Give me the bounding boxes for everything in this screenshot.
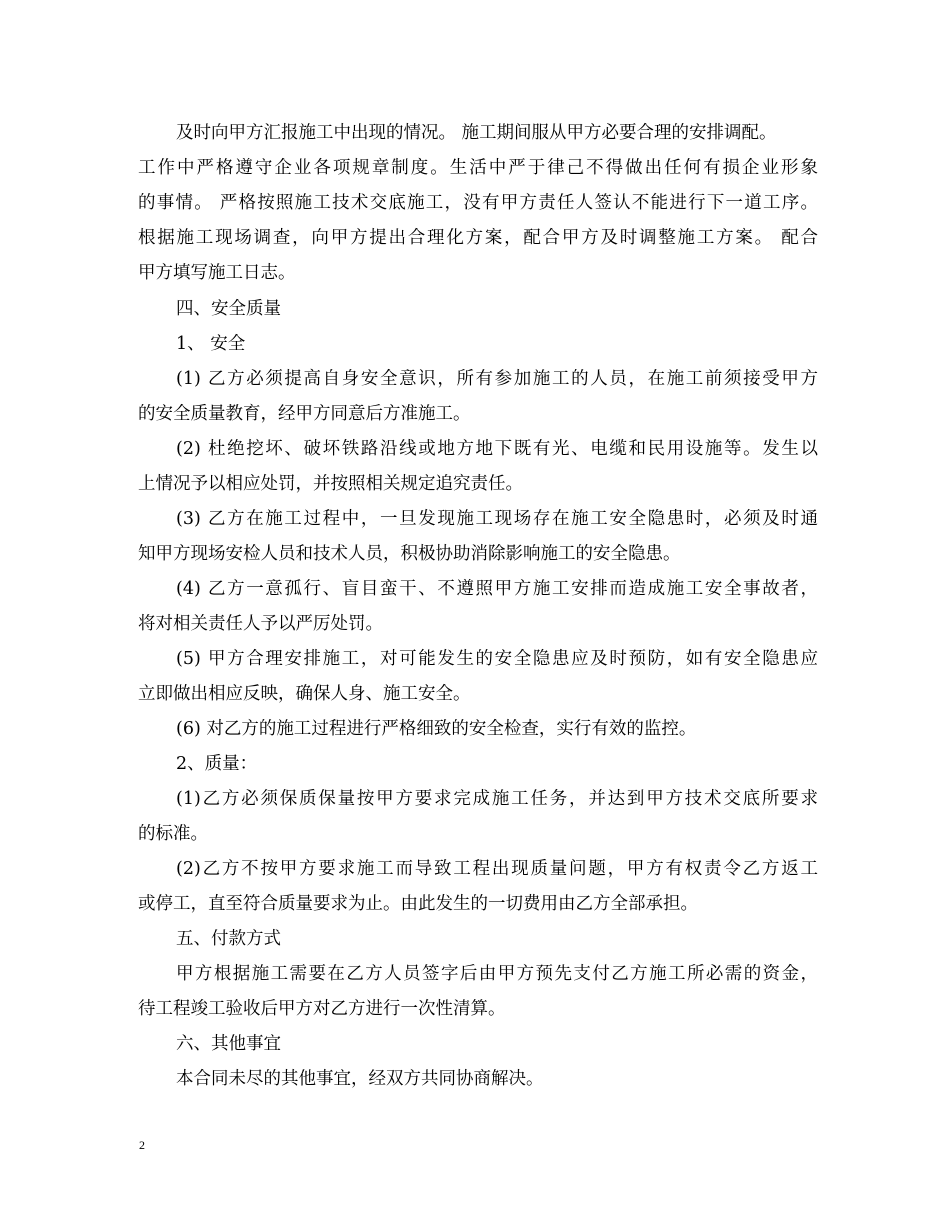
paragraph-line: (5) 甲方合理安排施工，对可能发生的安全隐患应及时预防，如有安全隐患应 (176, 649, 818, 669)
paragraph-line: 立即做出相应反映，确保人身、施工安全。 (138, 684, 471, 704)
paragraph-line: (1)乙方必须保质保量按甲方要求完成施工任务，并达到甲方技术交底所要求 (176, 789, 818, 809)
paragraph-line: 的标准。 (138, 824, 208, 844)
subsection-heading: 2、质量： (176, 754, 258, 774)
paragraph-line: (1) 乙方必须提高自身安全意识，所有参加施工的人员，在施工前须接受甲方 (176, 369, 818, 389)
paragraph-line: 或停工，直至符合质量要求为止。由此发生的一切费用由乙方全部承担。 (138, 894, 698, 914)
paragraph-line: 甲方根据施工需要在乙方人员签字后由甲方预先支付乙方施工所必需的资金， (176, 964, 818, 984)
section-heading: 四、安全质量 (176, 299, 281, 319)
paragraph-line: 待工程竣工验收后甲方对乙方进行一次性清算。 (138, 999, 506, 1019)
paragraph-line: (4) 乙方一意孤行、盲目蛮干、不遵照甲方施工安排而造成施工安全事故者， (176, 579, 818, 599)
paragraph-line: 的安全质量教育，经甲方同意后方准施工。 (138, 404, 471, 424)
paragraph-line: (2)乙方不按甲方要求施工而导致工程出现质量问题，甲方有权责令乙方返工 (176, 859, 818, 879)
paragraph-line: 上情况予以相应处罚，并按照相关规定追究责任。 (138, 474, 523, 494)
subsection-heading: 1、 安全 (176, 334, 246, 354)
paragraph-line: (2) 杜绝挖坏、破坏铁路沿线或地方地下既有光、电缆和民用设施等。发生以 (176, 439, 818, 459)
paragraph-line: 知甲方现场安检人员和技术人员，积极协助消除影响施工的安全隐患。 (138, 544, 681, 564)
paragraph-line: 本合同未尽的其他事宜，经双方共同协商解决。 (176, 1069, 544, 1089)
paragraph-line: 及时向甲方汇报施工中出现的情况。 施工期间服从甲方必要合理的安排调配。 (176, 123, 777, 143)
paragraph-line: 将对相关责任人予以严厉处罚。 (138, 614, 383, 634)
paragraph-line: 工作中严格遵守企业各项规章制度。生活中严于律己不得做出任何有损企业形象 (138, 158, 818, 178)
paragraph-line: 甲方填写施工日志。 (138, 263, 296, 283)
paragraph-line: (6) 对乙方的施工过程进行严格细致的安全检查，实行有效的监控。 (176, 719, 697, 739)
paragraph-line: (3) 乙方在施工过程中，一旦发现施工现场存在施工安全隐患时，必须及时通 (176, 509, 818, 529)
section-heading: 六、其他事宜 (176, 1034, 281, 1054)
page-number: 2 (139, 1138, 145, 1152)
section-heading: 五、付款方式 (176, 929, 281, 949)
paragraph-line: 的事情。 严格按照施工技术交底施工，没有甲方责任人签认不能进行下一道工序。 (138, 193, 818, 213)
paragraph-line: 根据施工现场调查，向甲方提出合理化方案，配合甲方及时调整施工方案。 配合 (138, 228, 818, 248)
